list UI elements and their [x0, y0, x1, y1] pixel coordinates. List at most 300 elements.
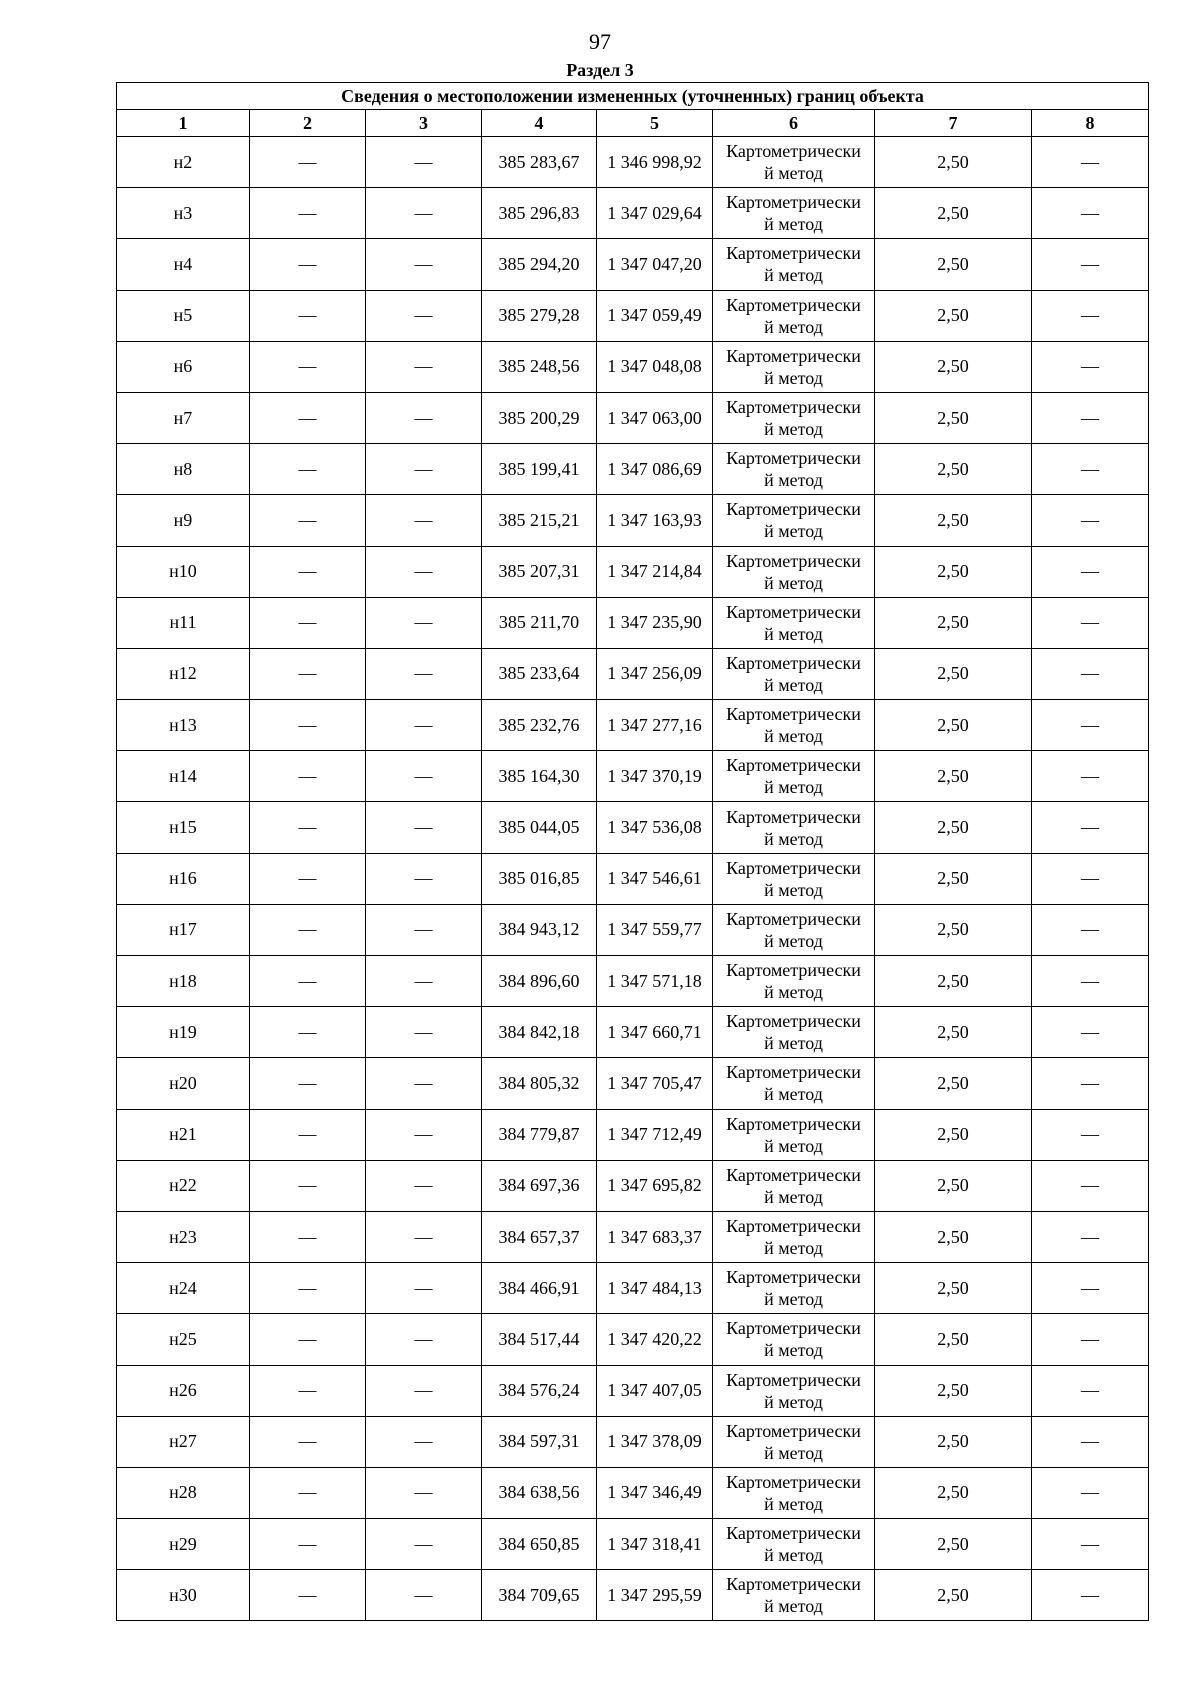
point-number-cell: н27	[117, 1416, 250, 1467]
point-number-cell: н16	[117, 853, 250, 904]
dash-cell: —	[250, 1160, 366, 1211]
table-row	[117, 1058, 1149, 1109]
method-line: Картометрически	[726, 1011, 861, 1032]
y-coordinate-cell: 1 347 295,59	[597, 1570, 713, 1621]
method-line: й метод	[764, 828, 823, 849]
x-coordinate-cell: 385 199,41	[482, 444, 597, 495]
method-line: й метод	[764, 1135, 823, 1156]
method-line: Картометрически	[726, 1471, 861, 1492]
point-number-cell: н9	[117, 495, 250, 546]
table-row	[117, 290, 1149, 341]
accuracy-cell: 2,50	[875, 700, 1032, 751]
x-coordinate-cell: 385 200,29	[482, 392, 597, 443]
point-number-cell: н12	[117, 648, 250, 699]
method-line: Картометрически	[726, 1267, 861, 1288]
method-cell	[713, 290, 875, 341]
dash-cell: —	[250, 802, 366, 853]
method-cell	[713, 1211, 875, 1262]
column-header: 5	[597, 110, 713, 137]
y-coordinate-cell: 1 347 484,13	[597, 1263, 713, 1314]
method-line: Картометрически	[726, 345, 861, 366]
method-line: й метод	[764, 572, 823, 593]
method-cell	[713, 137, 875, 188]
y-coordinate-cell: 1 347 277,16	[597, 700, 713, 751]
dash-cell: —	[1032, 802, 1149, 853]
y-coordinate-cell: 1 347 695,82	[597, 1160, 713, 1211]
y-coordinate-cell: 1 347 660,71	[597, 1007, 713, 1058]
page-number: 97	[589, 29, 611, 54]
table-row	[117, 853, 1149, 904]
accuracy-cell: 2,50	[875, 648, 1032, 699]
accuracy-cell: 2,50	[875, 1263, 1032, 1314]
dash-cell: —	[250, 1365, 366, 1416]
dash-cell: —	[250, 546, 366, 597]
y-coordinate-cell: 1 347 712,49	[597, 1109, 713, 1160]
table-row	[117, 1519, 1149, 1570]
method-cell	[713, 1365, 875, 1416]
dash-cell: —	[250, 597, 366, 648]
method-line: Картометрически	[726, 448, 861, 469]
point-number-cell: н29	[117, 1519, 250, 1570]
dash-cell: —	[250, 1007, 366, 1058]
x-coordinate-cell: 384 943,12	[482, 904, 597, 955]
method-line: Картометрически	[726, 397, 861, 418]
table-row	[117, 137, 1149, 188]
x-coordinate-cell: 384 597,31	[482, 1416, 597, 1467]
dash-cell: —	[366, 1007, 482, 1058]
method-cell	[713, 239, 875, 290]
point-number-cell: н17	[117, 904, 250, 955]
method-cell	[713, 1519, 875, 1570]
method-cell	[713, 904, 875, 955]
dash-cell: —	[1032, 700, 1149, 751]
dash-cell: —	[366, 1109, 482, 1160]
y-coordinate-cell: 1 347 063,00	[597, 392, 713, 443]
x-coordinate-cell: 385 233,64	[482, 648, 597, 699]
dash-cell: —	[366, 751, 482, 802]
x-coordinate-cell: 385 016,85	[482, 853, 597, 904]
accuracy-cell: 2,50	[875, 495, 1032, 546]
y-coordinate-cell: 1 347 047,20	[597, 239, 713, 290]
table-row	[117, 700, 1149, 751]
method-line: й метод	[764, 930, 823, 951]
method-line: й метод	[764, 1442, 823, 1463]
method-line: й метод	[764, 265, 823, 286]
table-row	[117, 751, 1149, 802]
method-line: й метод	[764, 470, 823, 491]
point-number-cell: н30	[117, 1570, 250, 1621]
point-number-cell: н5	[117, 290, 250, 341]
y-coordinate-cell: 1 347 086,69	[597, 444, 713, 495]
accuracy-cell: 2,50	[875, 1570, 1032, 1621]
dash-cell: —	[366, 1160, 482, 1211]
accuracy-cell: 2,50	[875, 1058, 1032, 1109]
method-line: Картометрически	[726, 857, 861, 878]
y-coordinate-cell: 1 347 214,84	[597, 546, 713, 597]
dash-cell: —	[366, 904, 482, 955]
dash-cell: —	[1032, 1109, 1149, 1160]
dash-cell: —	[250, 444, 366, 495]
y-coordinate-cell: 1 347 163,93	[597, 495, 713, 546]
method-cell	[713, 1467, 875, 1518]
dash-cell: —	[366, 1211, 482, 1262]
method-line: й метод	[764, 1033, 823, 1054]
x-coordinate-cell: 385 279,28	[482, 290, 597, 341]
method-cell	[713, 1109, 875, 1160]
dash-cell: —	[250, 904, 366, 955]
table-caption: Сведения о местоположении измененных (уточненных) границ объекта	[117, 83, 1149, 110]
dash-cell: —	[1032, 392, 1149, 443]
dash-cell: —	[366, 1365, 482, 1416]
dash-cell: —	[366, 1416, 482, 1467]
table-row	[117, 392, 1149, 443]
method-line: й метод	[764, 1186, 823, 1207]
dash-cell: —	[366, 392, 482, 443]
method-line: й метод	[764, 521, 823, 542]
table-row	[117, 904, 1149, 955]
dash-cell: —	[250, 853, 366, 904]
y-coordinate-cell: 1 347 407,05	[597, 1365, 713, 1416]
x-coordinate-cell: 384 576,24	[482, 1365, 597, 1416]
method-cell	[713, 648, 875, 699]
accuracy-cell: 2,50	[875, 1416, 1032, 1467]
dash-cell: —	[1032, 341, 1149, 392]
x-coordinate-cell: 384 779,87	[482, 1109, 597, 1160]
method-cell	[713, 956, 875, 1007]
table-row	[117, 495, 1149, 546]
dash-cell: —	[1032, 444, 1149, 495]
accuracy-cell: 2,50	[875, 1007, 1032, 1058]
method-cell	[713, 597, 875, 648]
y-coordinate-cell: 1 347 048,08	[597, 341, 713, 392]
method-cell	[713, 1160, 875, 1211]
x-coordinate-cell: 385 211,70	[482, 597, 597, 648]
method-line: Картометрически	[726, 601, 861, 622]
table-body	[117, 137, 1149, 1621]
x-coordinate-cell: 384 638,56	[482, 1467, 597, 1518]
dash-cell: —	[1032, 1467, 1149, 1518]
table-row	[117, 1314, 1149, 1365]
method-line: Картометрически	[726, 192, 861, 213]
y-coordinate-cell: 1 347 029,64	[597, 188, 713, 239]
x-coordinate-cell: 385 207,31	[482, 546, 597, 597]
dash-cell: —	[366, 341, 482, 392]
accuracy-cell: 2,50	[875, 1160, 1032, 1211]
dash-cell: —	[1032, 1314, 1149, 1365]
dash-cell: —	[250, 495, 366, 546]
dash-cell: —	[250, 1467, 366, 1518]
point-number-cell: н11	[117, 597, 250, 648]
method-line: Картометрически	[726, 652, 861, 673]
dash-cell: —	[250, 1109, 366, 1160]
method-line: й метод	[764, 1391, 823, 1412]
table-row	[117, 1263, 1149, 1314]
method-line: й метод	[764, 214, 823, 235]
method-line: й метод	[764, 1493, 823, 1514]
table-row	[117, 239, 1149, 290]
method-cell	[713, 1058, 875, 1109]
dash-cell: —	[250, 1314, 366, 1365]
dash-cell: —	[250, 1058, 366, 1109]
method-line: й метод	[764, 623, 823, 644]
method-line: й метод	[764, 1596, 823, 1617]
method-line: й метод	[764, 1340, 823, 1361]
dash-cell: —	[1032, 1058, 1149, 1109]
accuracy-cell: 2,50	[875, 1314, 1032, 1365]
x-coordinate-cell: 384 517,44	[482, 1314, 597, 1365]
y-coordinate-cell: 1 347 318,41	[597, 1519, 713, 1570]
table-caption-row	[117, 83, 1149, 110]
y-coordinate-cell: 1 347 346,49	[597, 1467, 713, 1518]
table-row	[117, 1160, 1149, 1211]
dash-cell: —	[250, 1263, 366, 1314]
column-header: 2	[250, 110, 366, 137]
y-coordinate-cell: 1 347 546,61	[597, 853, 713, 904]
method-cell	[713, 853, 875, 904]
y-coordinate-cell: 1 347 536,08	[597, 802, 713, 853]
y-coordinate-cell: 1 347 059,49	[597, 290, 713, 341]
table-row	[117, 1416, 1149, 1467]
dash-cell: —	[250, 290, 366, 341]
dash-cell: —	[250, 137, 366, 188]
method-cell	[713, 341, 875, 392]
dash-cell: —	[366, 137, 482, 188]
method-line: Картометрически	[726, 1062, 861, 1083]
column-header: 4	[482, 110, 597, 137]
table-row	[117, 956, 1149, 1007]
table-row	[117, 444, 1149, 495]
dash-cell: —	[366, 648, 482, 699]
dash-cell: —	[250, 1519, 366, 1570]
dash-cell: —	[1032, 1365, 1149, 1416]
point-number-cell: н13	[117, 700, 250, 751]
method-line: й метод	[764, 777, 823, 798]
dash-cell: —	[250, 751, 366, 802]
method-line: Картометрически	[726, 1216, 861, 1237]
x-coordinate-cell: 385 296,83	[482, 188, 597, 239]
point-number-cell: н26	[117, 1365, 250, 1416]
accuracy-cell: 2,50	[875, 1365, 1032, 1416]
dash-cell: —	[366, 1058, 482, 1109]
point-number-cell: н4	[117, 239, 250, 290]
x-coordinate-cell: 384 805,32	[482, 1058, 597, 1109]
method-cell	[713, 495, 875, 546]
accuracy-cell: 2,50	[875, 546, 1032, 597]
dash-cell: —	[250, 956, 366, 1007]
method-line: й метод	[764, 1084, 823, 1105]
dash-cell: —	[1032, 290, 1149, 341]
dash-cell: —	[250, 1416, 366, 1467]
method-line: й метод	[764, 367, 823, 388]
method-line: й метод	[764, 1238, 823, 1259]
x-coordinate-cell: 384 466,91	[482, 1263, 597, 1314]
method-cell	[713, 1007, 875, 1058]
x-coordinate-cell: 385 044,05	[482, 802, 597, 853]
dash-cell: —	[366, 1263, 482, 1314]
table-row	[117, 1365, 1149, 1416]
dash-cell: —	[250, 392, 366, 443]
dash-cell: —	[366, 1314, 482, 1365]
column-header: 7	[875, 110, 1032, 137]
accuracy-cell: 2,50	[875, 188, 1032, 239]
method-line: Картометрически	[726, 1369, 861, 1390]
method-cell	[713, 546, 875, 597]
dash-cell: —	[1032, 597, 1149, 648]
y-coordinate-cell: 1 347 378,09	[597, 1416, 713, 1467]
method-line: й метод	[764, 982, 823, 1003]
dash-cell: —	[1032, 751, 1149, 802]
accuracy-cell: 2,50	[875, 904, 1032, 955]
table-row	[117, 1007, 1149, 1058]
point-number-cell: н18	[117, 956, 250, 1007]
accuracy-cell: 2,50	[875, 239, 1032, 290]
method-line: й метод	[764, 163, 823, 184]
point-number-cell: н20	[117, 1058, 250, 1109]
method-line: Картометрически	[726, 294, 861, 315]
dash-cell: —	[250, 700, 366, 751]
method-cell	[713, 1314, 875, 1365]
method-line: Картометрически	[726, 1574, 861, 1595]
x-coordinate-cell: 384 657,37	[482, 1211, 597, 1262]
method-line: й метод	[764, 1545, 823, 1566]
dash-cell: —	[366, 597, 482, 648]
x-coordinate-cell: 385 294,20	[482, 239, 597, 290]
table-row	[117, 597, 1149, 648]
dash-cell: —	[1032, 188, 1149, 239]
section-title: Раздел 3	[566, 60, 634, 80]
method-cell	[713, 751, 875, 802]
point-number-cell: н28	[117, 1467, 250, 1518]
dash-cell: —	[1032, 648, 1149, 699]
dash-cell: —	[366, 1519, 482, 1570]
accuracy-cell: 2,50	[875, 392, 1032, 443]
dash-cell: —	[366, 1570, 482, 1621]
point-number-cell: н14	[117, 751, 250, 802]
dash-cell: —	[1032, 904, 1149, 955]
method-line: й метод	[764, 316, 823, 337]
y-coordinate-cell: 1 347 683,37	[597, 1211, 713, 1262]
accuracy-cell: 2,50	[875, 1467, 1032, 1518]
accuracy-cell: 2,50	[875, 444, 1032, 495]
method-line: Картометрически	[726, 1318, 861, 1339]
point-number-cell: н10	[117, 546, 250, 597]
table-row	[117, 1211, 1149, 1262]
dash-cell: —	[366, 444, 482, 495]
accuracy-cell: 2,50	[875, 137, 1032, 188]
point-number-cell: н8	[117, 444, 250, 495]
dash-cell: —	[366, 546, 482, 597]
method-line: Картометрически	[726, 499, 861, 520]
point-number-cell: н24	[117, 1263, 250, 1314]
table-row	[117, 802, 1149, 853]
dash-cell: —	[250, 239, 366, 290]
table-header-row	[117, 110, 1149, 137]
table-row	[117, 188, 1149, 239]
method-cell	[713, 1570, 875, 1621]
dash-cell: —	[1032, 137, 1149, 188]
dash-cell: —	[250, 648, 366, 699]
coordinates-table	[116, 82, 1149, 1621]
method-cell	[713, 392, 875, 443]
dash-cell: —	[250, 188, 366, 239]
method-line: Картометрически	[726, 1113, 861, 1134]
x-coordinate-cell: 384 896,60	[482, 956, 597, 1007]
y-coordinate-cell: 1 347 705,47	[597, 1058, 713, 1109]
y-coordinate-cell: 1 347 571,18	[597, 956, 713, 1007]
y-coordinate-cell: 1 346 998,92	[597, 137, 713, 188]
x-coordinate-cell: 385 164,30	[482, 751, 597, 802]
dash-cell: —	[250, 341, 366, 392]
dash-cell: —	[1032, 1570, 1149, 1621]
accuracy-cell: 2,50	[875, 956, 1032, 1007]
dash-cell: —	[1032, 1416, 1149, 1467]
column-header: 8	[1032, 110, 1149, 137]
dash-cell: —	[1032, 853, 1149, 904]
accuracy-cell: 2,50	[875, 1519, 1032, 1570]
method-line: й метод	[764, 879, 823, 900]
method-line: й метод	[764, 726, 823, 747]
x-coordinate-cell: 385 283,67	[482, 137, 597, 188]
column-header: 6	[713, 110, 875, 137]
method-line: й метод	[764, 674, 823, 695]
method-line: Картометрически	[726, 960, 861, 981]
y-coordinate-cell: 1 347 235,90	[597, 597, 713, 648]
dash-cell: —	[250, 1570, 366, 1621]
accuracy-cell: 2,50	[875, 290, 1032, 341]
dash-cell: —	[366, 290, 482, 341]
dash-cell: —	[1032, 1007, 1149, 1058]
method-line: й метод	[764, 419, 823, 440]
method-line: Картометрически	[726, 755, 861, 776]
dash-cell: —	[1032, 1160, 1149, 1211]
point-number-cell: н25	[117, 1314, 250, 1365]
method-cell	[713, 802, 875, 853]
method-line: Картометрически	[726, 141, 861, 162]
dash-cell: —	[250, 1211, 366, 1262]
accuracy-cell: 2,50	[875, 751, 1032, 802]
dash-cell: —	[366, 188, 482, 239]
column-header: 3	[366, 110, 482, 137]
accuracy-cell: 2,50	[875, 597, 1032, 648]
point-number-cell: н15	[117, 802, 250, 853]
table-row	[117, 546, 1149, 597]
x-coordinate-cell: 384 650,85	[482, 1519, 597, 1570]
table-row	[117, 1109, 1149, 1160]
point-number-cell: н22	[117, 1160, 250, 1211]
method-line: Картометрически	[726, 243, 861, 264]
method-cell	[713, 188, 875, 239]
dash-cell: —	[366, 495, 482, 546]
x-coordinate-cell: 384 709,65	[482, 1570, 597, 1621]
dash-cell: —	[1032, 1263, 1149, 1314]
dash-cell: —	[366, 700, 482, 751]
dash-cell: —	[1032, 956, 1149, 1007]
method-line: Картометрически	[726, 1523, 861, 1544]
method-cell	[713, 1416, 875, 1467]
table-row	[117, 341, 1149, 392]
dash-cell: —	[1032, 495, 1149, 546]
table-row	[117, 1467, 1149, 1518]
point-number-cell: н21	[117, 1109, 250, 1160]
table-row	[117, 648, 1149, 699]
method-line: Картометрически	[726, 1420, 861, 1441]
method-cell	[713, 444, 875, 495]
method-line: й метод	[764, 1289, 823, 1310]
method-cell	[713, 700, 875, 751]
accuracy-cell: 2,50	[875, 1211, 1032, 1262]
method-cell	[713, 1263, 875, 1314]
y-coordinate-cell: 1 347 256,09	[597, 648, 713, 699]
